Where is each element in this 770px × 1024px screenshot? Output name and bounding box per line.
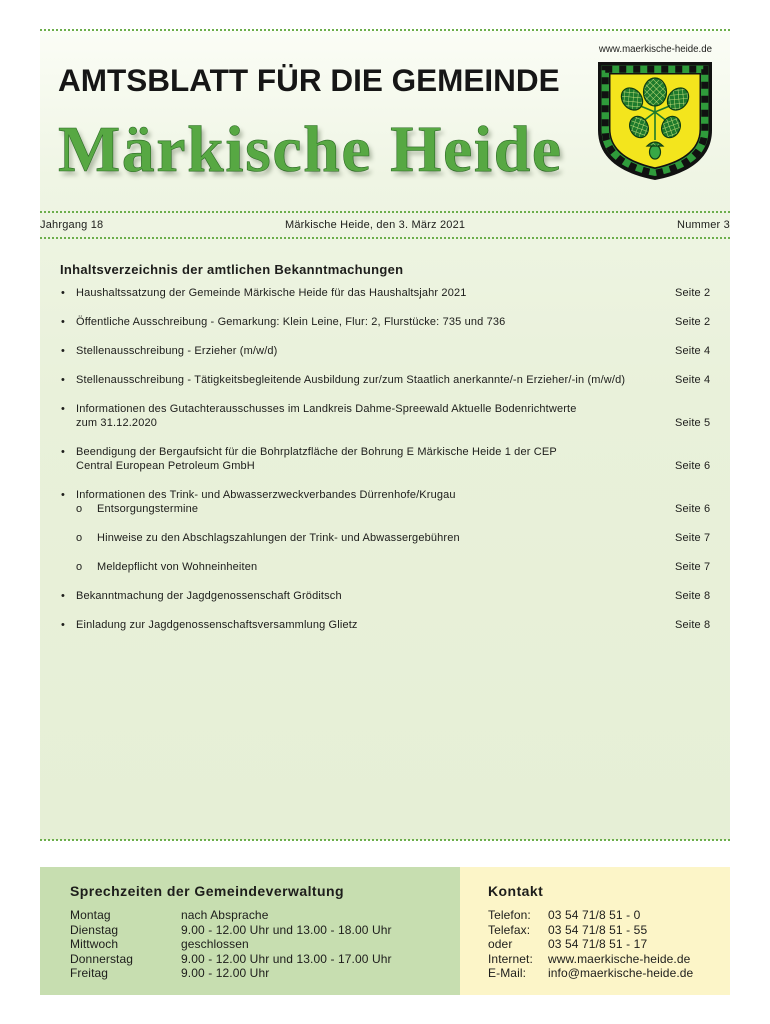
contact-label: oder bbox=[488, 937, 513, 951]
toc-list bbox=[60, 286, 720, 647]
office-hours-box bbox=[40, 867, 460, 995]
toc-subitem bbox=[76, 560, 720, 574]
toc-item-page: Seite 2 bbox=[675, 316, 711, 328]
toc-item-page: Seite 2 bbox=[675, 287, 711, 299]
contact-label: Internet: bbox=[488, 951, 533, 966]
hours: geschlossen bbox=[181, 937, 249, 951]
toc-subitem-title: Hinweise zu den Abschlagszahlungen der Trink- und Abwassergebühren bbox=[97, 532, 460, 544]
toc-subitem-title: Entsorgungstermine bbox=[97, 503, 199, 515]
toc-item-title: Haushaltssatzung der Gemeinde Märkische Heide für das Haushaltsjahr 2021 bbox=[76, 287, 467, 299]
toc-item-page: Seite 6 bbox=[675, 460, 711, 472]
contact-label: E-Mail: bbox=[488, 966, 527, 980]
contact-heading: Kontakt bbox=[488, 883, 544, 899]
toc-item bbox=[60, 589, 720, 603]
weekday: Montag bbox=[70, 908, 111, 922]
fax-number: 03 54 71/8 51 - 55 bbox=[548, 922, 648, 937]
toc-item-title: Informationen des Trink- und Abwasserzweckverbandes Dürrenhofe/Krugau bbox=[76, 489, 456, 501]
hours: 9.00 - 12.00 Uhr und 13.00 - 18.00 Uhr bbox=[181, 922, 392, 937]
phone-number: 03 54 71/8 51 - 0 bbox=[548, 908, 641, 922]
toc-item-title: Stellenausschreibung - Erzieher (m/w/d) bbox=[76, 345, 278, 357]
toc-subitem-title: Meldepflicht von Wohneinheiten bbox=[97, 561, 258, 573]
contact-label: Telefax: bbox=[488, 922, 531, 937]
toc-heading: Inhaltsverzeichnis der amtlichen Bekanntmachungen bbox=[60, 262, 404, 277]
contact-box bbox=[460, 867, 730, 995]
toc-item-title: Öffentliche Ausschreibung - Gemarkung: Klein Leine, Flur: 2, Flurstücke: 735 und 736 bbox=[76, 316, 506, 328]
hours: nach Absprache bbox=[181, 908, 269, 922]
toc-item bbox=[60, 618, 720, 632]
weekday: Mittwoch bbox=[70, 937, 119, 951]
toc-item bbox=[60, 286, 720, 300]
bullet: • bbox=[61, 287, 66, 299]
website-link[interactable]: www.maerkische-heide.de bbox=[548, 951, 691, 966]
toc-subitem-page: Seite 6 bbox=[675, 503, 711, 515]
masthead-municipality: Märkische Heide bbox=[58, 113, 563, 186]
toc-item-title: Bekanntmachung der Jagdgenossenschaft Gröditsch bbox=[76, 590, 342, 602]
weekday: Freitag bbox=[70, 966, 109, 980]
bullet: • bbox=[61, 489, 66, 501]
toc-item bbox=[60, 373, 720, 387]
issue-bar bbox=[40, 218, 730, 232]
toc-subitem bbox=[76, 531, 720, 545]
dotted-divider bbox=[40, 237, 730, 239]
dotted-divider bbox=[40, 211, 730, 213]
contact-label: Telefon: bbox=[488, 908, 531, 922]
masthead-title: AMTSBLATT FÜR DIE GEMEINDE bbox=[58, 62, 560, 98]
office-hours-heading: Sprechzeiten der Gemeindeverwaltung bbox=[70, 883, 345, 899]
toc-item-title: Einladung zur Jagdgenossenschaftsversammlung Glietz bbox=[76, 619, 358, 631]
issue-volume: Jahrgang 18 bbox=[40, 219, 104, 231]
toc-item bbox=[60, 315, 720, 329]
bullet: • bbox=[61, 345, 66, 357]
toc-item-title-cont: zum 31.12.2020 bbox=[76, 417, 157, 429]
toc-subitem bbox=[76, 502, 720, 516]
hours: 9.00 - 12.00 Uhr bbox=[181, 966, 270, 980]
email-link[interactable]: info@maerkische-heide.de bbox=[548, 966, 694, 980]
toc-item-title: Stellenausschreibung - Tätigkeitsbegleitende Ausbildung zur/zum Staatlich anerkannte/-n Erzieher/-in (m/w/d) bbox=[76, 374, 626, 386]
toc-item-page: Seite 4 bbox=[675, 345, 711, 357]
dotted-divider bbox=[40, 839, 730, 841]
toc-item-title-cont: Central European Petroleum GmbH bbox=[76, 460, 255, 472]
bullet: • bbox=[61, 316, 66, 328]
coat-of-arms-icon bbox=[596, 60, 714, 182]
toc-item bbox=[60, 488, 720, 574]
bullet: • bbox=[61, 590, 66, 602]
sub-marker: o bbox=[76, 561, 83, 573]
fax-number-alt: 03 54 71/8 51 - 17 bbox=[548, 937, 648, 951]
bullet: • bbox=[61, 374, 66, 386]
issue-place-date: Märkische Heide, den 3. März 2021 bbox=[285, 219, 466, 231]
toc-item-title: Informationen des Gutachterausschusses im Landkreis Dahme-Spreewald Aktuelle Bodenrichtwerte bbox=[76, 403, 577, 415]
header-website[interactable]: www.maerkische-heide.de bbox=[598, 44, 712, 55]
issue-number: Nummer 3 bbox=[677, 219, 730, 231]
bullet: • bbox=[61, 619, 66, 631]
bullet: • bbox=[61, 446, 66, 458]
pine-cone bbox=[644, 78, 667, 106]
toc-item bbox=[60, 402, 720, 430]
sub-marker: o bbox=[76, 503, 83, 515]
bullet: • bbox=[61, 403, 66, 415]
dotted-divider bbox=[40, 29, 730, 31]
weekday: Dienstag bbox=[70, 922, 119, 937]
toc-item-page: Seite 8 bbox=[675, 590, 711, 602]
toc-item-page: Seite 8 bbox=[675, 619, 711, 631]
toc-item-page: Seite 5 bbox=[675, 417, 711, 429]
toc-subitem-page: Seite 7 bbox=[675, 561, 711, 573]
toc-item-title: Beendigung der Bergaufsicht für die Bohrplatzfläche der Bohrung E Märkische Heide 1 der CEP bbox=[76, 446, 557, 458]
toc-item-page: Seite 4 bbox=[675, 374, 711, 386]
sub-marker: o bbox=[76, 532, 83, 544]
toc-item bbox=[60, 344, 720, 358]
toc-subitem-page: Seite 7 bbox=[675, 532, 711, 544]
toc-item bbox=[60, 445, 720, 473]
weekday: Donnerstag bbox=[70, 951, 134, 966]
hours: 9.00 - 12.00 Uhr und 13.00 - 17.00 Uhr bbox=[181, 951, 392, 966]
